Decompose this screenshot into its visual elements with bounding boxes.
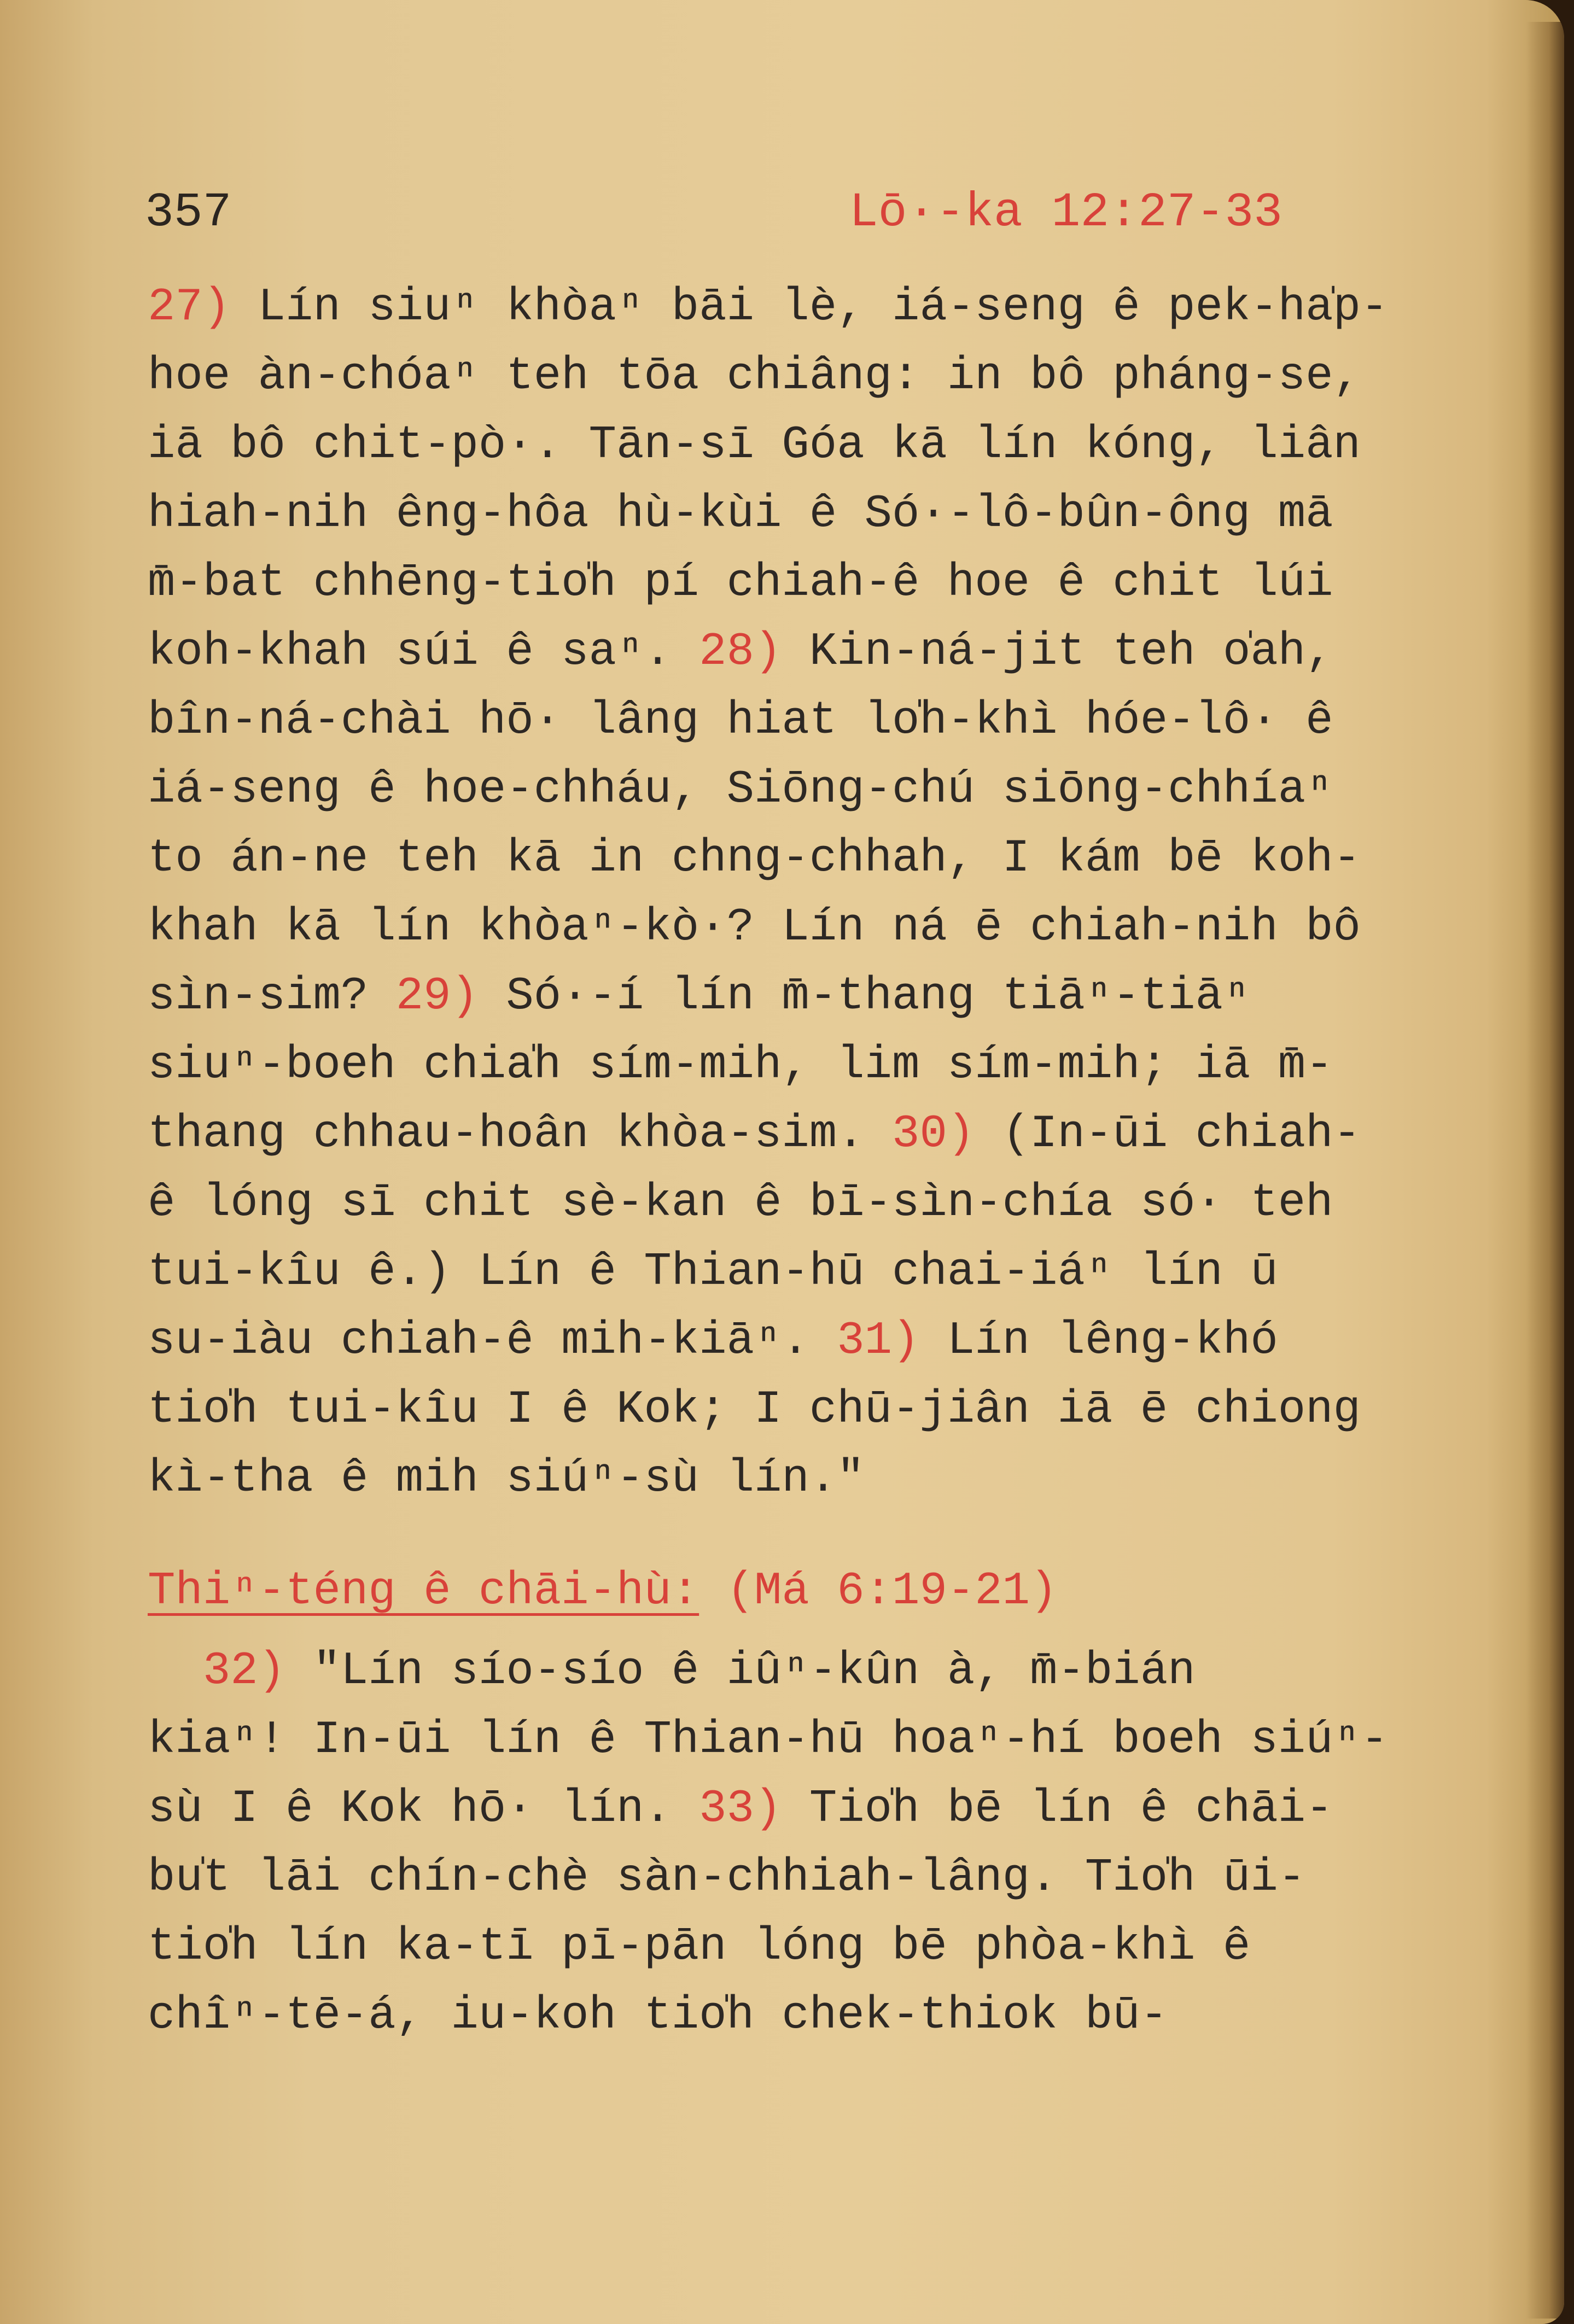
verse-text: Tio̍h bē lín ê chāi- <box>782 1783 1333 1835</box>
text-line <box>148 1913 1416 1982</box>
verse-text: tio̍h tui-kîu I ê Kok; I chū-jiân iā ē chiong <box>148 1384 1361 1436</box>
section-heading-reference: (Má 6:19-21) <box>726 1566 1058 1618</box>
verse-text: siuⁿ-boeh chia̍h sím-mih, lim sím-mih; iā m̄- <box>148 1040 1333 1091</box>
text-line <box>148 1775 1416 1844</box>
verse-number: 29) <box>395 971 479 1023</box>
verse-text: Lín siuⁿ khòaⁿ bāi lè, iá-seng ê pek-ha̍p- <box>230 282 1389 334</box>
verse-text: iā bô chit-pò·. Tān-sī Góa kā lín kóng, liân <box>148 419 1361 471</box>
verse-text: bîn-ná-chài hō· lâng hiat lo̍h-khì hóe-lô· ê <box>148 695 1333 747</box>
verse-text: "Lín sío-sío ê iûⁿ-kûn à, m̄-bián <box>285 1645 1196 1697</box>
verse-text: (In-ūi chiah- <box>975 1108 1361 1160</box>
verse-text: khah kā lín khòaⁿ-kò·? Lín ná ē chiah-nih bô <box>148 902 1361 954</box>
verse-number: 28) <box>699 626 782 678</box>
verse-number: 31) <box>837 1315 920 1367</box>
verse-text: koh-khah súi ê saⁿ. <box>148 626 699 678</box>
text-line <box>148 687 1416 756</box>
text-line <box>148 342 1416 411</box>
verse-text: thang chhau-hoân khòa-sim. <box>148 1108 893 1160</box>
text-line <box>148 1445 1416 1514</box>
verse-text: ê lóng sī chit sè-kan ê bī-sìn-chía só· teh <box>148 1177 1333 1229</box>
page-header <box>145 186 1282 252</box>
verse-text: kì-tha ê mih siúⁿ-sù lín." <box>148 1453 865 1505</box>
text-line <box>148 1169 1416 1238</box>
text-line <box>148 1706 1416 1775</box>
text-line <box>148 962 1416 1031</box>
verse-text: bu̍t lāi chín-chè sàn-chhiah-lâng. Tio̍h ūi- <box>148 1852 1306 1904</box>
verse-number: 30) <box>892 1108 975 1160</box>
text-line <box>148 756 1416 825</box>
text-line <box>148 894 1416 962</box>
verse-text: to án-ne teh kā in chng-chhah, I kám bē koh- <box>148 833 1361 885</box>
verse-text: tui-kîu ê.) Lín ê Thian-hū chai-iáⁿ lín ū <box>148 1246 1278 1298</box>
verse-number: 33) <box>699 1783 782 1835</box>
verse-number: 32) <box>202 1645 286 1697</box>
chapter-reference: Lō·-ka 12:27-33 <box>849 186 1282 240</box>
text-line <box>148 1844 1416 1913</box>
text-line <box>148 1307 1416 1376</box>
verse-text: Só·-í lín m̄-thang tiāⁿ-tiāⁿ <box>478 971 1251 1023</box>
verse-text: Kin-ná-jit teh o̍ah, <box>782 626 1333 678</box>
verse-text: Lín lêng-khó <box>919 1315 1278 1367</box>
text-line <box>148 273 1416 342</box>
verse-text: chîⁿ-tē-á, iu-koh tio̍h chek-thiok bū- <box>148 1990 1168 2042</box>
verse-text: kiaⁿ! In-ūi lín ê Thian-hū hoaⁿ-hí boeh siúⁿ- <box>148 1714 1389 1766</box>
verse-number: 27) <box>148 282 231 334</box>
verse-text: hiah-nih êng-hôa hù-kùi ê Só·-lô-bûn-ông mā <box>148 488 1333 540</box>
verse-text: su-iàu chiah-ê mih-kiāⁿ. <box>148 1315 837 1367</box>
verse-text: sù I ê Kok hō· lín. <box>148 1783 699 1835</box>
section-heading-title: Thiⁿ-téng ê chāi-hù: <box>148 1566 699 1618</box>
verse-text: sìn-sim? <box>148 971 396 1023</box>
text-line <box>148 825 1416 894</box>
page-edge-shadow <box>1526 22 1564 2319</box>
verse-text: iá-seng ê hoe-chháu, Siōng-chú siōng-chhíaⁿ <box>148 764 1333 816</box>
verse-text: tio̍h lín ka-tī pī-pān lóng bē phòa-khì ê <box>148 1921 1251 1973</box>
text-line <box>148 549 1416 618</box>
verse-text: m̄-bat chhēng-tio̍h pí chiah-ê hoe ê chit lúi <box>148 557 1333 609</box>
scripture-passage-1 <box>148 273 1416 1514</box>
section-heading <box>148 1557 1416 1626</box>
verse-text: hoe àn-chóaⁿ teh tōa chiâng: in bô pháng-se, <box>148 351 1361 402</box>
verse-text <box>148 1645 203 1697</box>
text-line <box>148 618 1416 687</box>
page-body <box>148 273 1416 2051</box>
text-line <box>148 1637 1416 1706</box>
text-line <box>148 1982 1416 2051</box>
text-line <box>148 1238 1416 1307</box>
text-line <box>148 1100 1416 1169</box>
scripture-passage-2 <box>148 1637 1416 2051</box>
text-line <box>148 1376 1416 1445</box>
text-line <box>148 411 1416 480</box>
text-line <box>148 480 1416 549</box>
text-line <box>148 1031 1416 1100</box>
page-number: 357 <box>145 186 232 240</box>
